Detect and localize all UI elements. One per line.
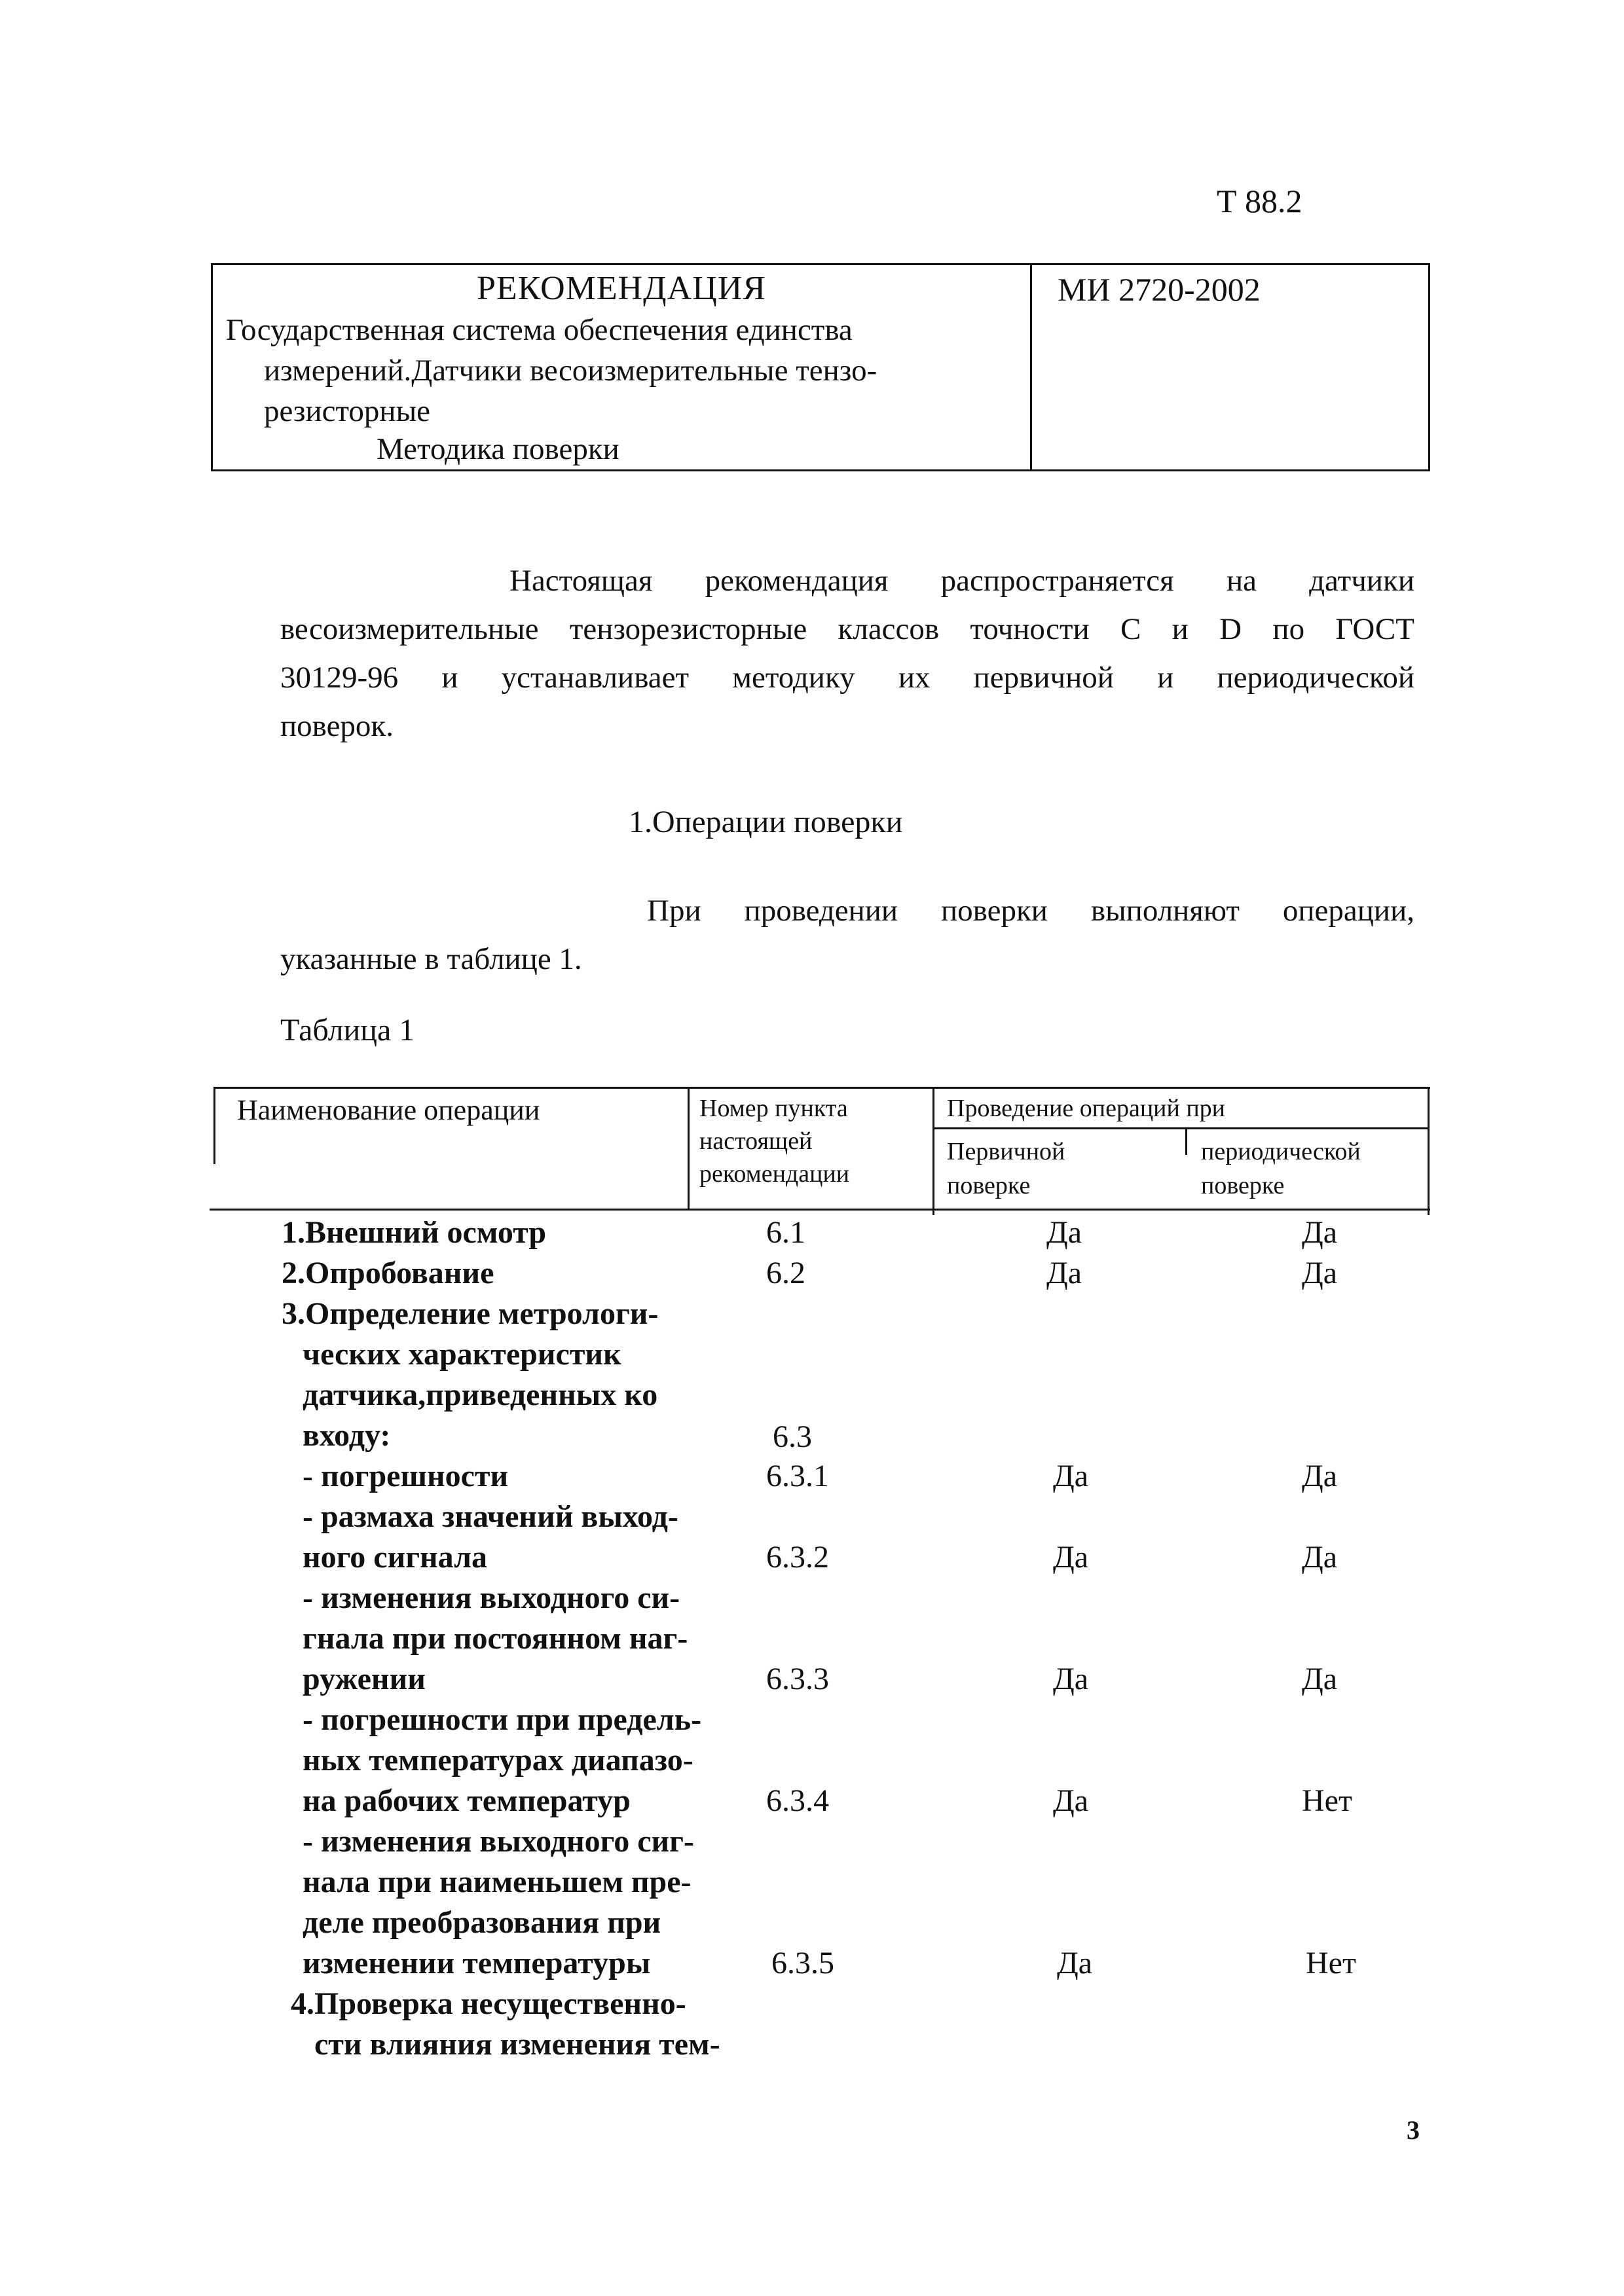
table-row-periodic: Да: [1302, 1662, 1338, 1696]
table-row-operation: - погрешности: [303, 1459, 509, 1493]
table-row-operation: нала при наименьшем пре-: [303, 1865, 692, 1899]
intro-paragraph: [280, 556, 1414, 750]
header-line-4: Методика поверки: [377, 432, 619, 466]
table-row-operation: 3.Определение метрологи-: [282, 1296, 659, 1331]
table-row-operation: - погрешности при предель-: [303, 1702, 702, 1737]
table-row-operation: ческих характеристик: [303, 1337, 621, 1372]
table-row-clause: 6.2: [766, 1256, 805, 1290]
table-row-operation: ружении: [303, 1662, 426, 1696]
table-row-operation: входу:: [303, 1418, 391, 1453]
table-row-primary: Да: [1053, 1459, 1089, 1493]
header-line-3: резисторные: [264, 394, 431, 428]
table-row-operation: 4.Проверка несущественно-: [291, 1986, 686, 2021]
section-line-2: указанные в таблице 1.: [280, 942, 582, 976]
header-right-line: [1428, 1087, 1430, 1215]
intro-line-2: весоизмерительные тензорезисторные классов точности С и D по ГОСТ: [280, 612, 1414, 646]
section-paragraph: [280, 886, 1414, 983]
table-row-primary: Да: [1053, 1662, 1089, 1696]
document-designation: МИ 2720-2002: [1058, 271, 1261, 308]
table-row-primary: Да: [1057, 1946, 1093, 1980]
header-periodic-2: поверке: [1201, 1172, 1285, 1199]
table-row-periodic: Нет: [1302, 1783, 1352, 1818]
header-sub-line: [1185, 1129, 1187, 1155]
header-box: [211, 263, 1430, 471]
table-row-primary: Да: [1046, 1256, 1082, 1290]
table-row-clause: 6.3.1: [766, 1459, 829, 1493]
table-row-operation: сти влияния изменения тем-: [314, 2027, 720, 2062]
table-row-clause: 6.3.4: [766, 1783, 829, 1818]
table-row-operation: - изменения выходного си-: [303, 1580, 680, 1615]
table-row-operation: датчика,приведенных ко: [303, 1377, 658, 1412]
table-row-clause: 6.3.5: [771, 1946, 834, 1980]
recommendation-title: РЕКОМЕНДАЦИЯ: [477, 270, 766, 307]
table-row-operation: 2.Опробование: [282, 1256, 494, 1290]
table-row-operation: - изменения выходного сиг-: [303, 1824, 694, 1859]
table-row-operation: деле преобразования при: [303, 1905, 661, 1940]
header-clause-line: [688, 1087, 690, 1210]
header-periodic-1: периодической: [1201, 1138, 1361, 1165]
table-row-operation: 1.Внешний осмотр: [282, 1215, 547, 1250]
header-bottom-line: [210, 1209, 1430, 1211]
table-row-clause: 6.3.2: [766, 1540, 829, 1575]
table-row-clause: 6.1: [766, 1215, 805, 1250]
header-line-2: измерений.Датчики весоизмерительные тензо-: [264, 354, 877, 388]
document-code: Т 88.2: [1217, 183, 1302, 219]
table-row-operation: на рабочих температур: [303, 1783, 631, 1818]
header-left-line: [213, 1087, 215, 1164]
table-row-primary: Да: [1053, 1540, 1089, 1575]
table-row-periodic: Нет: [1306, 1946, 1356, 1980]
header-line-1: Государственная система обеспечения единства: [226, 313, 853, 347]
header-clause-3: рекомендации: [699, 1160, 850, 1188]
header-primary-1: Первичной: [947, 1138, 1065, 1165]
header-divider: [1030, 265, 1032, 469]
table-row-primary: Да: [1046, 1215, 1082, 1250]
header-clause-2: настоящей: [699, 1127, 813, 1155]
table-row-operation: гнала при постоянном наг-: [303, 1621, 688, 1656]
header-primary-2: поверке: [947, 1172, 1031, 1199]
header-group-line-h: [932, 1127, 1428, 1129]
table-row-clause: 6.3.3: [766, 1662, 829, 1696]
page-number: 3: [1407, 2115, 1420, 2145]
intro-line-3: 30129-96 и устанавливает методику их первичной и периодической: [280, 661, 1414, 695]
table-row-periodic: Да: [1302, 1256, 1338, 1290]
table-row-periodic: Да: [1302, 1459, 1338, 1493]
header-operation: Наименование операции: [237, 1094, 540, 1126]
table-caption: Таблица 1: [280, 1013, 415, 1048]
table-row-operation: ного сигнала: [303, 1540, 488, 1575]
table-row-operation: ных температурах диапазо-: [303, 1743, 693, 1777]
header-clause-1: Номер пункта: [699, 1095, 848, 1122]
header-top-line: [213, 1087, 1430, 1089]
table-row-primary: Да: [1053, 1783, 1089, 1818]
intro-line-4: поверок.: [280, 709, 394, 743]
table-row-operation: - размаха значений выход-: [303, 1499, 678, 1534]
table-row-clause: 6.3: [773, 1419, 812, 1454]
section-title: 1.Операции поверки: [629, 805, 903, 839]
table-row-operation: изменении температуры: [303, 1946, 651, 1980]
header-group: Проведение операций при: [947, 1095, 1226, 1122]
header-group-line: [932, 1087, 934, 1215]
table-row-periodic: Да: [1302, 1215, 1338, 1250]
section-line-1: При проведении поверки выполняют операции,: [647, 894, 1414, 928]
intro-line-1: Настоящая рекомендация распространяется на датчики: [509, 564, 1414, 598]
table-row-periodic: Да: [1302, 1540, 1338, 1575]
